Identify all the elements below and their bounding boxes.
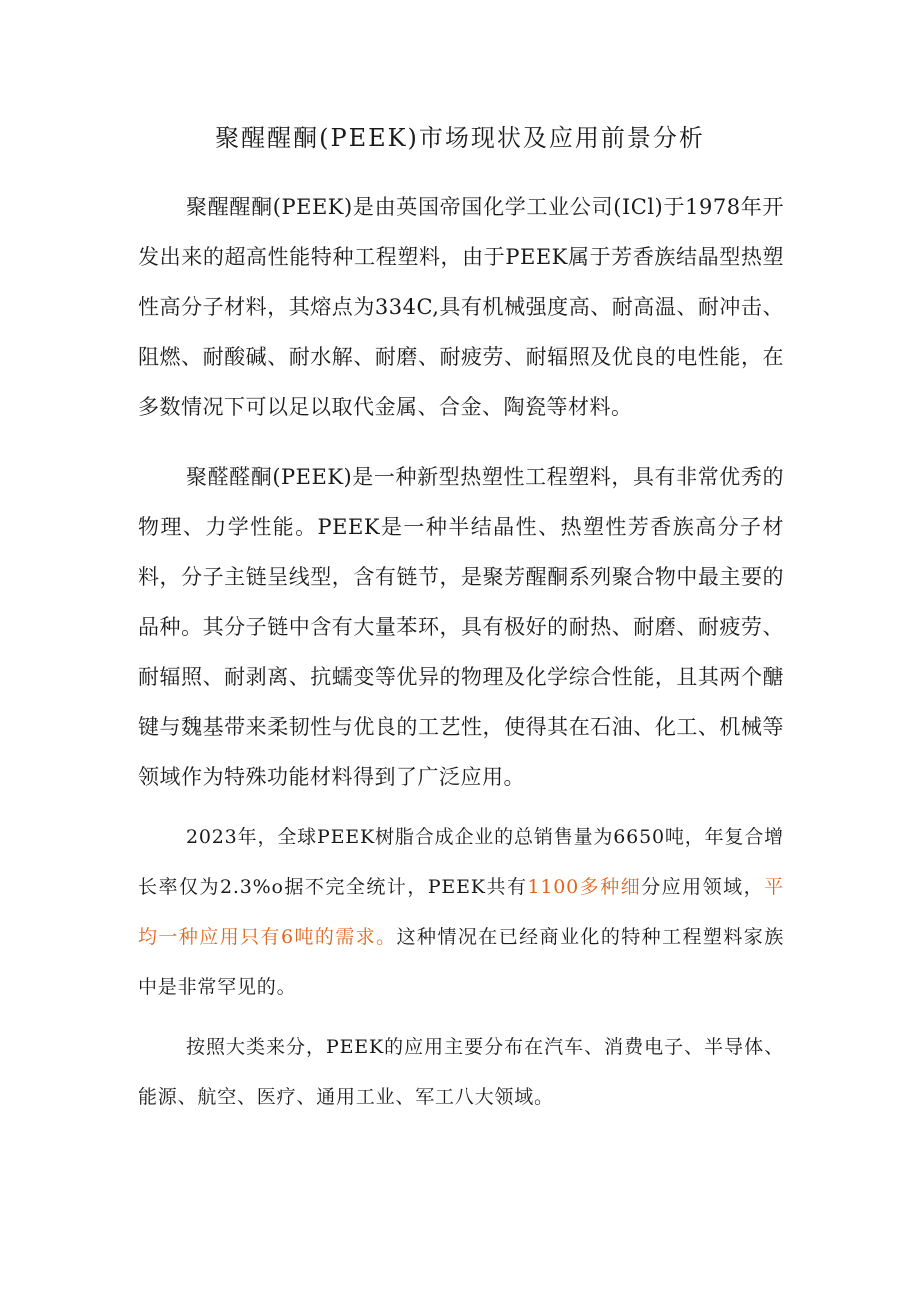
paragraph-market — [138, 812, 784, 1012]
document-title: 聚醒醒酮(PEEK)市场现状及应用前景分析 — [215, 124, 705, 152]
paragraph-applications: 按照大类来分，PEEK的应用主要分布在汽车、消费电子、半导体、能源、航空、医疗、通用工业、军工八大领域。 — [138, 1036, 784, 1108]
market-highlight-demand: 平均一种应用只有6吨的需求。 — [138, 876, 784, 948]
paragraph-properties: 聚醛醛酮(PEEK)是一种新型热塑性工程塑料，具有非常优秀的物理、力学性能。PEEK是一种半结晶性、热塑性芳香族高分子材料，分子主链呈线型，含有链节，是聚芳醒酮系列聚合物中最主要的品种。其分子链中含有大量苯环，具有极好的耐热、耐磨、耐疲劳、耐辐照、耐剥离、抗蠕变等优异的物理及化学综合性能，且其两个醣键与魏基带来柔韧性与优良的工艺性，使得其在石油、化工、机械等领域作为特殊功能材料得到了广泛应用。 — [138, 465, 784, 789]
paragraph-introduction: 聚醒醒酮(PEEK)是由英国帝国化学工业公司(ICl)于1978年开发出来的超高性能特种工程塑料，由于PEEK属于芳香族结晶型热塑性高分子材料，其熔点为334C,具有机械强度高、耐高温、耐冲击、阻燃、耐酸碱、耐水解、耐磨、耐疲劳、耐辐照及优良的电性能，在多数情况下可以足以取代金属、合金、陶瓷等材料。 — [138, 195, 784, 419]
market-text-2: 分应用领域， — [641, 876, 765, 898]
market-text-3: 这种情况在已经商业化的特种工程塑料家族中是非常罕见的。 — [138, 926, 784, 998]
market-text-1: 2023年，全球PEEK树脂合成企业的总销售量为6650吨，年复合增长率仅为2.3%o据不完全统计，PEEK共有 — [138, 826, 784, 898]
market-highlight-fields: 1100多种细 — [527, 876, 642, 898]
